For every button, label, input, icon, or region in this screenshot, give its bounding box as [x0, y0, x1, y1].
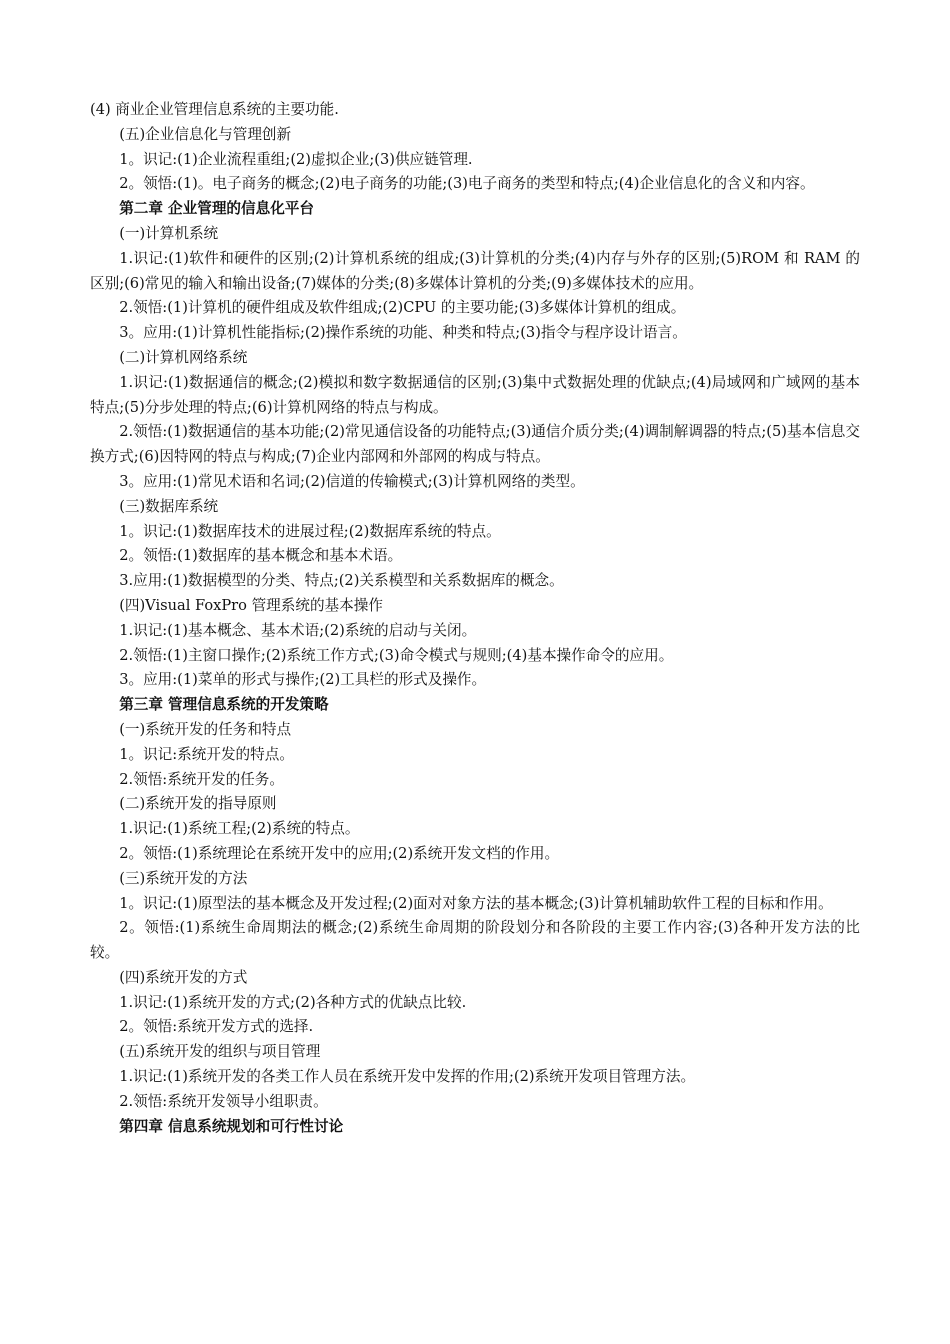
chapter-heading: 第三章 管理信息系统的开发策略	[119, 696, 329, 714]
section-heading: (三)系统开发的方法	[119, 869, 248, 887]
section-heading: (一)计算机系统	[119, 224, 219, 242]
text-line: 3.应用:(1)数据模型的分类、特点;(2)关系模型和关系数据库的概念。	[119, 572, 564, 590]
section-heading: (五)系统开发的组织与项目管理	[119, 1043, 321, 1061]
section-heading: (一)系统开发的任务和特点	[119, 720, 292, 738]
text-line: 3。应用:(1)计算机性能指标;(2)操作系统的功能、种类和特点;(3)指令与程序设计语言。	[119, 324, 687, 342]
section-heading: (四)Visual FoxPro 管理系统的基本操作	[119, 596, 383, 614]
text-line: 2。领悟:(1)系统生命周期法的概念;(2)系统生命周期的阶段划分和各阶段的主要工作内容;(3)各种开发方法的比较。	[90, 919, 860, 962]
document-page	[90, 98, 860, 1139]
text-line: 2.领悟:(1)计算机的硬件组成及软件组成;(2)CPU 的主要功能;(3)多媒体计算机的组成。	[119, 299, 686, 317]
text-line: 2.领悟:(1)数据通信的基本功能;(2)常见通信设备的功能特点;(3)通信介质分类;(4)调制解调器的特点;(5)基本信息交换方式;(6)因特网的特点与构成;(7)企业内部网和外部网的构成与特点。	[90, 423, 860, 466]
text-line: 1.识记:(1)系统工程;(2)系统的特点。	[119, 820, 360, 838]
text-line: 1。识记:(1)企业流程重组;(2)虚拟企业;(3)供应链管理.	[119, 150, 473, 168]
section-heading: (二)系统开发的指导原则	[119, 795, 277, 813]
text-line: (4) 商业企业管理信息系统的主要功能.	[90, 101, 339, 118]
text-line: 2。领悟:(1)系统理论在系统开发中的应用;(2)系统开发文档的作用。	[119, 844, 560, 862]
chapter-heading: 第二章 企业管理的信息化平台	[119, 200, 314, 218]
text-line: 1.识记:(1)软件和硬件的区别;(2)计算机系统的组成;(3)计算机的分类;(4)内存与外存的区别;(5)ROM 和 RAM 的区别;(6)常见的输入和输出设备;(7)媒体的分类;(8)多媒体计算机的分类;(9)多媒体技术的应用。	[90, 249, 860, 292]
section-heading: (五)企业信息化与管理创新	[119, 125, 292, 143]
text-line: 1。识记:系统开发的特点。	[119, 745, 294, 763]
text-line: 1.识记:(1)系统开发的各类工作人员在系统开发中发挥的作用;(2)系统开发项目管理方法。	[119, 1068, 696, 1086]
text-line: 1。识记:(1)原型法的基本概念及开发过程;(2)面对对象方法的基本概念;(3)计算机辅助软件工程的目标和作用。	[119, 894, 833, 912]
text-line: 2.领悟:系统开发领导小组职责。	[119, 1092, 328, 1110]
text-line: 2。领悟:(1)数据库的基本概念和基本术语。	[119, 547, 403, 565]
text-line: 2.领悟:系统开发的任务。	[119, 770, 284, 788]
section-heading: (二)计算机网络系统	[119, 348, 248, 366]
text-line: 1.识记:(1)基本概念、基本术语;(2)系统的启动与关闭。	[119, 621, 477, 639]
section-heading: (四)系统开发的方式	[119, 968, 248, 986]
text-line: 2。领悟:系统开发方式的选择.	[119, 1018, 314, 1036]
text-line: 1.识记:(1)系统开发的方式;(2)各种方式的优缺点比较.	[119, 993, 467, 1011]
text-line: 3。应用:(1)菜单的形式与操作;(2)工具栏的形式及操作。	[119, 671, 487, 689]
text-line: 3。应用:(1)常见术语和名词;(2)信道的传输模式;(3)计算机网络的类型。	[119, 472, 585, 490]
text-line: 1。识记:(1)数据库技术的进展过程;(2)数据库系统的特点。	[119, 522, 501, 540]
chapter-heading: 第四章 信息系统规划和可行性讨论	[119, 1117, 344, 1135]
text-line: 2。领悟:(1)。电子商务的概念;(2)电子商务的功能;(3)电子商务的类型和特点;(4)企业信息化的含义和内容。	[119, 175, 815, 193]
text-line: 1.识记:(1)数据通信的概念;(2)模拟和数字数据通信的区别;(3)集中式数据处理的优缺点;(4)局域网和广域网的基本特点;(5)分步处理的特点;(6)计算机网络的特点与构成。	[90, 373, 860, 416]
text-line: 2.领悟:(1)主窗口操作;(2)系统工作方式;(3)命令模式与规则;(4)基本操作命令的应用。	[119, 646, 674, 664]
section-heading: (三)数据库系统	[119, 497, 219, 515]
